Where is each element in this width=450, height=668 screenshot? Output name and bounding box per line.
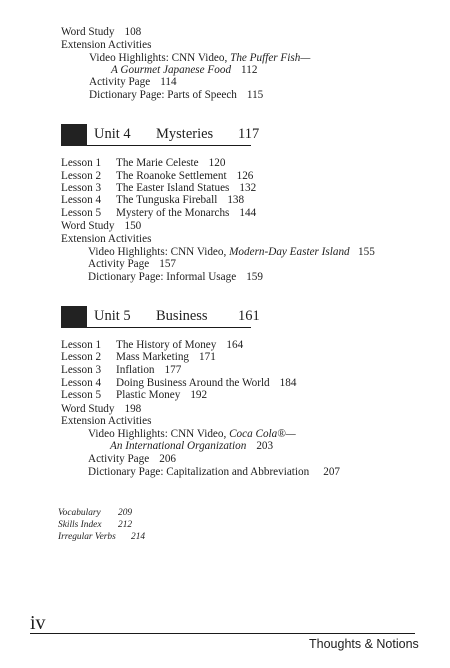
unit-4-dictionary: Dictionary Page: Informal Usage 159 [88, 271, 263, 283]
unit-5-marker [61, 306, 87, 328]
unit-4-activity: Activity Page 157 [88, 258, 176, 270]
unit-5-word-study: Word Study 198 [61, 403, 142, 415]
unit-5-lesson-3: Lesson 3 Inflation 177 [61, 364, 182, 376]
unit-4-number: Unit 4 [94, 126, 131, 142]
book-title: Thoughts & Notions [309, 637, 419, 651]
unit-5-lesson-5: Lesson 5 Plastic Money 192 [61, 389, 208, 401]
index-entry-irregular-verbs: Irregular Verbs 214 [58, 532, 146, 542]
unit-5-extension: Extension Activities [61, 415, 152, 427]
index-entry-skills: Skills Index 212 [58, 520, 133, 530]
footer-rule [30, 633, 415, 634]
toc-entry-activity: Activity Page 114 [89, 76, 177, 88]
unit-4-lesson-5: Lesson 5 Mystery of the Monarchs 144 [61, 207, 257, 219]
toc-entry-extension: Extension Activities [61, 39, 152, 51]
unit-4-title: Mysteries [156, 126, 214, 142]
unit-5-header [61, 305, 260, 328]
toc-entry-dictionary: Dictionary Page: Parts of Speech 115 [89, 89, 264, 101]
unit-5-lesson-1: Lesson 1 The History of Money 164 [61, 339, 244, 351]
unit-5-video: Video Highlights: CNN Video, Coca Cola®— [88, 428, 296, 440]
unit-4-lesson-2: Lesson 2 The Roanoke Settlement 126 [61, 170, 254, 182]
unit-4-video: Video Highlights: CNN Video, Modern-Day Easter Island [88, 246, 350, 258]
unit-4-lesson-4: Lesson 4 The Tunguska Fireball 138 [61, 194, 245, 206]
unit-4-extension: Extension Activities [61, 233, 152, 245]
unit-5-video-subtitle: An International Organization 203 [110, 440, 274, 452]
unit-5-number: Unit 5 [94, 308, 131, 324]
toc-entry-word-study: Word Study 108 [61, 26, 142, 38]
index-entry-vocabulary: Vocabulary 209 [58, 508, 133, 518]
page-number: iv [30, 612, 46, 634]
toc-entry-video-subtitle: A Gourmet Japanese Food 112 [111, 64, 258, 76]
unit-4-header [61, 123, 260, 146]
unit-5-page: 161 [238, 308, 260, 324]
unit-5-activity: Activity Page 206 [88, 453, 176, 465]
unit-5-lesson-2: Lesson 2 Mass Marketing 171 [61, 351, 216, 363]
toc-entry-video: Video Highlights: CNN Video, The Puffer Fish— [89, 52, 311, 64]
unit-5-lesson-4: Lesson 4 Doing Business Around the World 184 [61, 377, 297, 389]
unit-4-marker [61, 124, 87, 146]
unit-4-page: 117 [238, 126, 260, 142]
unit-5-dictionary: Dictionary Page: Capitalization and Abbreviation 207 [88, 466, 340, 478]
unit-4-lesson-3: Lesson 3 The Easter Island Statues 132 [61, 182, 257, 194]
unit-4-word-study: Word Study 150 [61, 220, 142, 232]
unit-4-video-page: 155 [358, 246, 375, 258]
unit-4-lesson-1: Lesson 1 The Marie Celeste 120 [61, 157, 226, 169]
unit-5-title: Business [156, 308, 208, 324]
